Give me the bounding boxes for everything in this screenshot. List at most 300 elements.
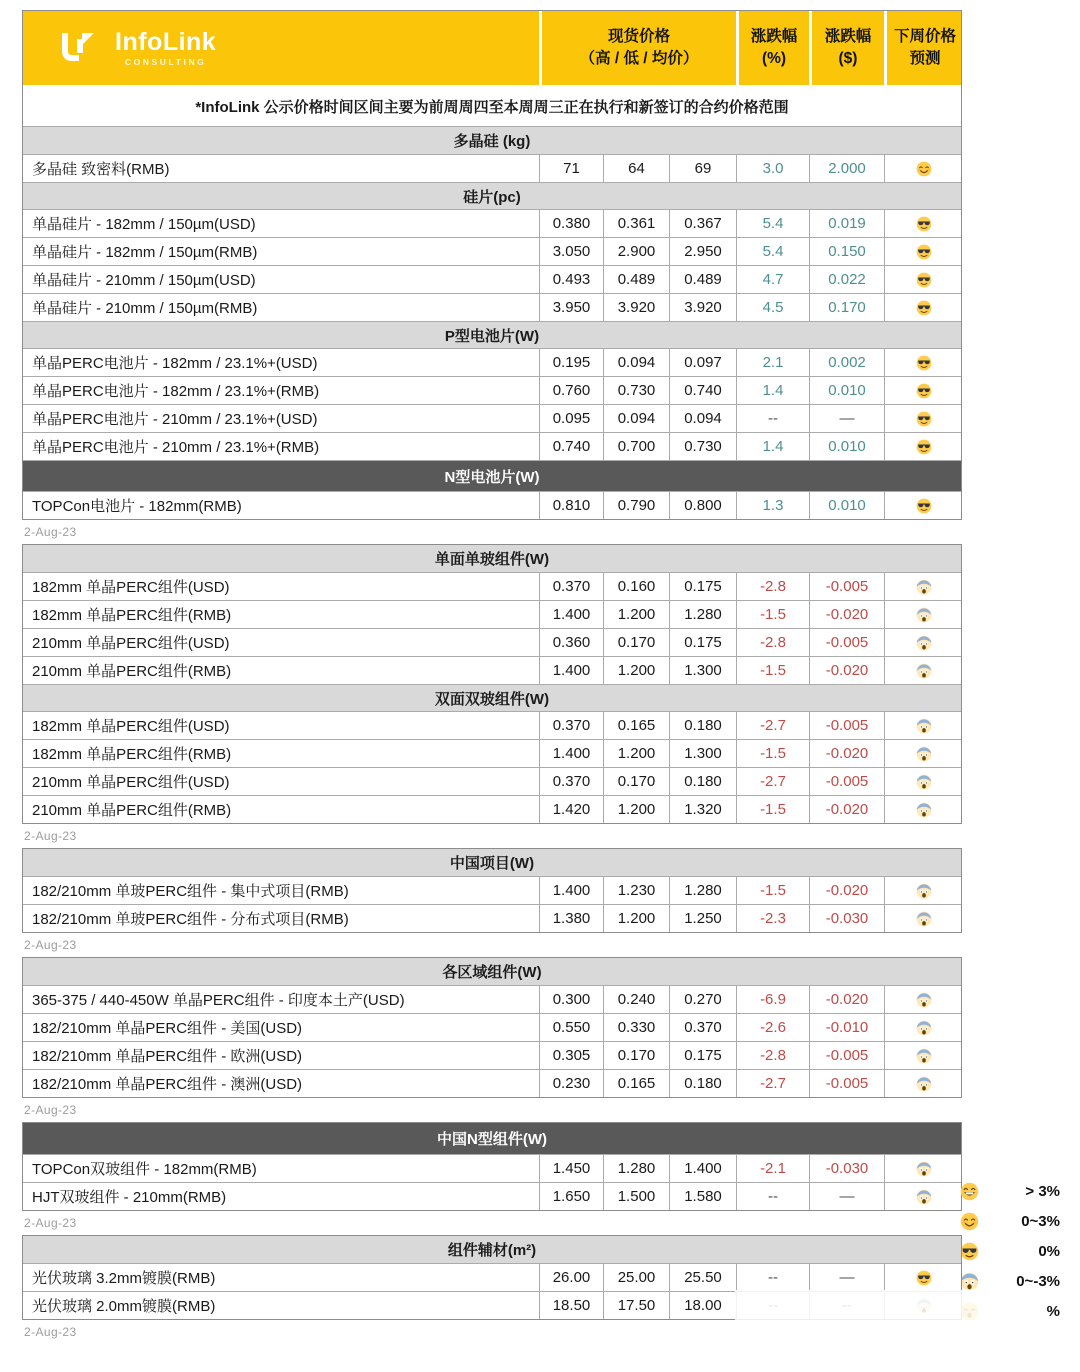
price-avg: 0.175 xyxy=(669,1042,736,1069)
date-label: 2-Aug-23 xyxy=(24,938,77,952)
forecast-cell xyxy=(884,1183,963,1210)
legend-label: % xyxy=(1046,1302,1060,1320)
forecast-cool-icon xyxy=(916,439,932,455)
legend-label: 0% xyxy=(1038,1242,1060,1260)
table-row xyxy=(23,904,961,932)
table-row xyxy=(23,711,961,739)
change-usd: 0.010 xyxy=(809,377,884,404)
change-usd: -0.010 xyxy=(809,1014,884,1041)
forecast-smile-icon xyxy=(916,161,932,177)
price-low: 1.230 xyxy=(603,877,669,904)
product-name: 210mm 单晶PERC组件(USD) xyxy=(32,635,230,652)
price-low: 0.170 xyxy=(603,1042,669,1069)
product-name: 210mm 单晶PERC组件(USD) xyxy=(32,774,230,791)
product-name: 182/210mm 单晶PERC组件 - 欧洲(USD) xyxy=(32,1048,303,1065)
col-header-forecast-line1: 下周价格 xyxy=(893,27,956,45)
price-low: 0.165 xyxy=(603,1070,669,1097)
forecast-cell xyxy=(884,905,963,932)
table-row xyxy=(23,348,961,376)
forecast-cell xyxy=(884,629,963,656)
change-usd: 0.022 xyxy=(809,266,884,293)
price-low: 1.500 xyxy=(603,1183,669,1210)
change-usd: -0.005 xyxy=(809,573,884,600)
price-high: 0.370 xyxy=(539,573,603,600)
table-row xyxy=(23,1013,961,1041)
forecast-scream-icon xyxy=(916,1189,932,1205)
price-low: 1.280 xyxy=(603,1155,669,1182)
col-header-change-pct xyxy=(736,11,809,85)
price-high: 1.400 xyxy=(539,657,603,684)
change-usd: — xyxy=(809,1264,884,1291)
price-avg: 0.800 xyxy=(669,492,736,519)
price-low: 0.165 xyxy=(603,712,669,739)
product-name: 单晶硅片 - 210mm / 150µm(USD) xyxy=(32,272,256,289)
change-usd: -0.005 xyxy=(809,712,884,739)
product-name: TOPCon电池片 - 182mm(RMB) xyxy=(32,498,242,515)
price-table-china-ntype-modules xyxy=(22,1122,962,1211)
change-usd: 0.150 xyxy=(809,238,884,265)
product-name: HJT双玻组件 - 210mm(RMB) xyxy=(32,1189,227,1206)
forecast-cell xyxy=(884,294,963,321)
price-avg: 1.400 xyxy=(669,1155,736,1182)
change-usd: -0.005 xyxy=(809,1070,884,1097)
price-low: 3.920 xyxy=(603,294,669,321)
forecast-scream-icon xyxy=(916,883,932,899)
col-header-spot-price xyxy=(539,11,736,85)
forecast-scream-icon xyxy=(916,718,932,734)
price-avg: 0.180 xyxy=(669,712,736,739)
forecast-scream-icon xyxy=(916,579,932,595)
col-header-change-usd xyxy=(809,11,884,85)
table-row xyxy=(23,404,961,432)
change-usd: 2.000 xyxy=(809,155,884,182)
forecast-cell xyxy=(884,405,963,432)
product-name: 单晶PERC电池片 - 210mm / 23.1%+(RMB) xyxy=(32,439,320,456)
price-low: 2.900 xyxy=(603,238,669,265)
price-avg: 2.950 xyxy=(669,238,736,265)
price-avg: 1.580 xyxy=(669,1183,736,1210)
legend-label: > 3% xyxy=(1025,1182,1060,1200)
forecast-cell xyxy=(884,877,963,904)
table-row xyxy=(23,265,961,293)
price-low: 1.200 xyxy=(603,601,669,628)
forecast-scream-icon xyxy=(916,774,932,790)
product-name: 光伏玻璃 2.0mm镀膜(RMB) xyxy=(32,1298,216,1315)
price-high: 0.760 xyxy=(539,377,603,404)
price-high: 1.400 xyxy=(539,877,603,904)
forecast-cell xyxy=(884,601,963,628)
price-avg: 1.280 xyxy=(669,877,736,904)
price-avg: 0.370 xyxy=(669,1014,736,1041)
table-row xyxy=(23,1154,961,1182)
change-pct: 1.4 xyxy=(736,433,809,460)
forecast-cool-icon xyxy=(916,355,932,371)
change-pct: -2.8 xyxy=(736,1042,809,1069)
change-usd: -0.020 xyxy=(809,796,884,823)
price-high: 3.950 xyxy=(539,294,603,321)
change-usd: 0.170 xyxy=(809,294,884,321)
forecast-scream-icon xyxy=(916,746,932,762)
forecast-cell xyxy=(884,349,963,376)
price-avg: 1.250 xyxy=(669,905,736,932)
price-low: 0.240 xyxy=(603,986,669,1013)
watermark-overlay xyxy=(735,1290,1035,1328)
price-avg: 0.740 xyxy=(669,377,736,404)
price-low: 0.160 xyxy=(603,573,669,600)
price-avg: 18.00 xyxy=(669,1292,736,1319)
forecast-cool-icon xyxy=(916,383,932,399)
forecast-cell xyxy=(884,1070,963,1097)
change-usd: -0.020 xyxy=(809,986,884,1013)
change-pct: -1.5 xyxy=(736,796,809,823)
change-pct: -1.5 xyxy=(736,601,809,628)
col-header-pct-line2: (%) xyxy=(761,50,787,67)
table-row xyxy=(23,572,961,600)
price-avg: 0.180 xyxy=(669,768,736,795)
price-avg: 0.367 xyxy=(669,210,736,237)
price-avg: 0.180 xyxy=(669,1070,736,1097)
price-low: 0.489 xyxy=(603,266,669,293)
date-label: 2-Aug-23 xyxy=(24,1103,77,1117)
price-avg: 0.097 xyxy=(669,349,736,376)
change-usd: -0.030 xyxy=(809,905,884,932)
forecast-scream-icon xyxy=(916,1161,932,1177)
change-pct: 3.0 xyxy=(736,155,809,182)
change-usd: -0.020 xyxy=(809,740,884,767)
col-header-forecast-line2: 预测 xyxy=(909,50,941,67)
table-row xyxy=(23,656,961,684)
change-pct: 1.4 xyxy=(736,377,809,404)
price-low: 0.730 xyxy=(603,377,669,404)
change-pct: 5.4 xyxy=(736,238,809,265)
change-usd: 0.010 xyxy=(809,492,884,519)
product-name: 182/210mm 单晶PERC组件 - 美国(USD) xyxy=(32,1020,303,1037)
table-row xyxy=(23,293,961,321)
change-pct: -- xyxy=(736,405,809,432)
change-usd: -0.030 xyxy=(809,1155,884,1182)
date-label: 2-Aug-23 xyxy=(24,1325,77,1339)
section-header: 单面单玻组件(W) xyxy=(23,545,961,572)
price-high: 3.050 xyxy=(539,238,603,265)
price-avg: 0.175 xyxy=(669,629,736,656)
price-high: 0.305 xyxy=(539,1042,603,1069)
product-name: 182mm 单晶PERC组件(RMB) xyxy=(32,746,232,763)
price-high: 0.230 xyxy=(539,1070,603,1097)
price-high: 0.195 xyxy=(539,349,603,376)
price-high: 1.380 xyxy=(539,905,603,932)
forecast-scream-icon xyxy=(916,663,932,679)
change-pct: -2.7 xyxy=(736,712,809,739)
price-avg: 25.50 xyxy=(669,1264,736,1291)
price-high: 0.740 xyxy=(539,433,603,460)
section-header: 中国项目(W) xyxy=(23,849,961,876)
forecast-cell xyxy=(884,210,963,237)
change-pct: -2.8 xyxy=(736,573,809,600)
product-name: 单晶硅片 - 182mm / 150µm(USD) xyxy=(32,216,256,233)
price-low: 1.200 xyxy=(603,657,669,684)
col-header-spot-line2: （高 / 低 / 均价） xyxy=(579,50,699,67)
change-usd: -0.020 xyxy=(809,657,884,684)
change-usd: 0.010 xyxy=(809,433,884,460)
change-usd: — xyxy=(809,1183,884,1210)
forecast-cell xyxy=(884,155,963,182)
change-pct: -2.7 xyxy=(736,768,809,795)
table-row xyxy=(23,600,961,628)
price-high: 18.50 xyxy=(539,1292,603,1319)
table-row xyxy=(23,985,961,1013)
forecast-cell xyxy=(884,573,963,600)
forecast-scream-icon xyxy=(916,1020,932,1036)
table-row xyxy=(23,876,961,904)
price-avg: 0.175 xyxy=(669,573,736,600)
table-row xyxy=(23,739,961,767)
change-usd: -0.020 xyxy=(809,601,884,628)
brand-name: InfoLink xyxy=(115,27,217,56)
price-table-mono-modules xyxy=(22,544,962,824)
change-pct: -2.7 xyxy=(736,1070,809,1097)
smile-icon xyxy=(960,1212,979,1231)
change-pct: 4.7 xyxy=(736,266,809,293)
date-label: 2-Aug-23 xyxy=(24,1216,77,1230)
price-high: 26.00 xyxy=(539,1264,603,1291)
table-row xyxy=(23,767,961,795)
grin-icon xyxy=(960,1182,979,1201)
price-table-china-projects xyxy=(22,848,962,933)
product-name: 182/210mm 单晶PERC组件 - 澳洲(USD) xyxy=(32,1076,303,1093)
price-low: 0.094 xyxy=(603,405,669,432)
col-header-usd-line1: 涨跌幅 xyxy=(824,27,872,45)
price-avg: 0.730 xyxy=(669,433,736,460)
change-pct: -1.5 xyxy=(736,657,809,684)
price-high: 1.420 xyxy=(539,796,603,823)
price-low: 17.50 xyxy=(603,1292,669,1319)
change-pct: -2.8 xyxy=(736,629,809,656)
forecast-cell xyxy=(884,712,963,739)
change-usd: -0.005 xyxy=(809,629,884,656)
section-header: 组件辅材(m²) xyxy=(23,1236,961,1263)
price-avg: 0.489 xyxy=(669,266,736,293)
product-name: 单晶硅片 - 182mm / 150µm(RMB) xyxy=(32,244,258,261)
price-high: 0.380 xyxy=(539,210,603,237)
section-header: 多晶硅 (kg) xyxy=(23,127,961,154)
product-name: 182/210mm 单玻PERC组件 - 分布式项目(RMB) xyxy=(32,911,349,928)
table-row xyxy=(23,154,961,182)
forecast-cell xyxy=(884,1014,963,1041)
legend-item xyxy=(960,1176,1060,1206)
price-avg: 1.300 xyxy=(669,740,736,767)
col-header-usd-line2: ($) xyxy=(838,50,858,67)
date-label: 2-Aug-23 xyxy=(24,525,77,539)
price-low: 1.200 xyxy=(603,905,669,932)
forecast-cool-icon xyxy=(916,244,932,260)
price-low: 0.170 xyxy=(603,768,669,795)
forecast-cell xyxy=(884,433,963,460)
forecast-cell xyxy=(884,986,963,1013)
price-avg: 0.270 xyxy=(669,986,736,1013)
price-high: 0.095 xyxy=(539,405,603,432)
price-low: 0.790 xyxy=(603,492,669,519)
change-pct: -2.3 xyxy=(736,905,809,932)
forecast-cell xyxy=(884,1264,963,1291)
price-low: 0.361 xyxy=(603,210,669,237)
product-name: 单晶PERC电池片 - 182mm / 23.1%+(RMB) xyxy=(32,383,320,400)
price-high: 1.650 xyxy=(539,1183,603,1210)
forecast-scream-icon xyxy=(916,911,932,927)
table-header xyxy=(23,11,961,87)
product-name: 182mm 单晶PERC组件(USD) xyxy=(32,579,230,596)
table-row xyxy=(23,376,961,404)
price-avg: 1.280 xyxy=(669,601,736,628)
forecast-scream-icon xyxy=(916,607,932,623)
product-name: 182mm 单晶PERC组件(USD) xyxy=(32,718,230,735)
price-high: 0.370 xyxy=(539,768,603,795)
change-usd: — xyxy=(809,405,884,432)
price-low: 1.200 xyxy=(603,796,669,823)
price-low: 0.700 xyxy=(603,433,669,460)
table-row xyxy=(23,1041,961,1069)
table-row xyxy=(23,1069,961,1097)
infolink-logo xyxy=(23,11,539,85)
forecast-cell xyxy=(884,740,963,767)
section-header: P型电池片(W) xyxy=(23,321,961,348)
product-name: TOPCon双玻组件 - 182mm(RMB) xyxy=(32,1161,257,1178)
table-row xyxy=(23,1182,961,1210)
product-name: 光伏玻璃 3.2mm镀膜(RMB) xyxy=(32,1270,216,1287)
price-report xyxy=(22,10,1060,1344)
price-low: 64 xyxy=(603,155,669,182)
product-name: 多晶硅 致密料(RMB) xyxy=(32,161,170,178)
change-usd: 0.002 xyxy=(809,349,884,376)
change-usd: -0.020 xyxy=(809,877,884,904)
forecast-cell xyxy=(884,796,963,823)
cool-icon xyxy=(960,1242,979,1261)
change-pct: 2.1 xyxy=(736,349,809,376)
change-pct: 1.3 xyxy=(736,492,809,519)
change-usd: -0.005 xyxy=(809,768,884,795)
infolink-logo-icon xyxy=(57,30,103,66)
price-low: 0.094 xyxy=(603,349,669,376)
change-pct: -2.1 xyxy=(736,1155,809,1182)
change-pct: -- xyxy=(736,1183,809,1210)
product-name: 单晶PERC电池片 - 182mm / 23.1%+(USD) xyxy=(32,355,318,372)
section-header: 中国N型组件(W) xyxy=(23,1123,961,1154)
table-row xyxy=(23,237,961,265)
section-header: N型电池片(W) xyxy=(23,460,961,491)
table-row xyxy=(23,628,961,656)
price-high: 1.450 xyxy=(539,1155,603,1182)
forecast-cell xyxy=(884,1042,963,1069)
forecast-scream-icon xyxy=(916,802,932,818)
forecast-scream-icon xyxy=(916,635,932,651)
table-row xyxy=(23,209,961,237)
product-name: 210mm 单晶PERC组件(RMB) xyxy=(32,802,232,819)
change-pct: 5.4 xyxy=(736,210,809,237)
forecast-cool-icon xyxy=(916,272,932,288)
forecast-cell xyxy=(884,238,963,265)
product-name: 182/210mm 单玻PERC组件 - 集中式项目(RMB) xyxy=(32,883,349,900)
change-usd: -0.005 xyxy=(809,1042,884,1069)
price-low: 25.00 xyxy=(603,1264,669,1291)
price-high: 0.360 xyxy=(539,629,603,656)
section-header: 各区域组件(W) xyxy=(23,958,961,985)
table-row xyxy=(23,432,961,460)
col-header-pct-line1: 涨跌幅 xyxy=(750,27,798,45)
price-high: 0.550 xyxy=(539,1014,603,1041)
price-period-note: *InfoLink 公示价格时间区间主要为前周周四至本周周三正在执行和新签订的合约价格范围 xyxy=(23,87,961,127)
forecast-scream-icon xyxy=(916,1076,932,1092)
price-high: 1.400 xyxy=(539,601,603,628)
price-high: 0.370 xyxy=(539,712,603,739)
product-name: 182mm 单晶PERC组件(RMB) xyxy=(32,607,232,624)
legend-label: 0~-3% xyxy=(1016,1272,1060,1290)
price-high: 0.493 xyxy=(539,266,603,293)
price-avg: 69 xyxy=(669,155,736,182)
brand-subtitle: CONSULTING xyxy=(124,56,207,67)
price-table-main xyxy=(22,10,962,520)
price-high: 0.810 xyxy=(539,492,603,519)
change-pct: -6.9 xyxy=(736,986,809,1013)
change-pct: 4.5 xyxy=(736,294,809,321)
forecast-cell xyxy=(884,768,963,795)
table-row xyxy=(23,491,961,519)
forecast-cool-icon xyxy=(916,300,932,316)
change-pct: -1.5 xyxy=(736,740,809,767)
legend-label: 0~3% xyxy=(1021,1212,1060,1230)
price-high: 0.300 xyxy=(539,986,603,1013)
table-row xyxy=(23,1263,961,1291)
product-name: 365-375 / 440-450W 单晶PERC组件 - 印度本土产(USD) xyxy=(32,992,405,1009)
section-header: 硅片(pc) xyxy=(23,182,961,209)
forecast-cool-icon xyxy=(916,1270,932,1286)
change-pct: -1.5 xyxy=(736,877,809,904)
change-pct: -- xyxy=(736,1264,809,1291)
price-high: 71 xyxy=(539,155,603,182)
change-usd: 0.019 xyxy=(809,210,884,237)
date-label: 2-Aug-23 xyxy=(24,829,77,843)
forecast-cool-icon xyxy=(916,498,932,514)
price-avg: 1.300 xyxy=(669,657,736,684)
price-avg: 0.094 xyxy=(669,405,736,432)
forecast-cell xyxy=(884,657,963,684)
change-pct: -2.6 xyxy=(736,1014,809,1041)
section-header: 双面双玻组件(W) xyxy=(23,684,961,711)
price-low: 0.330 xyxy=(603,1014,669,1041)
forecast-scream-icon xyxy=(916,992,932,1008)
price-high: 1.400 xyxy=(539,740,603,767)
forecast-cell xyxy=(884,377,963,404)
price-table-regional-modules xyxy=(22,957,962,1098)
price-avg: 3.920 xyxy=(669,294,736,321)
product-name: 单晶PERC电池片 - 210mm / 23.1%+(USD) xyxy=(32,411,318,428)
price-low: 0.170 xyxy=(603,629,669,656)
col-header-forecast xyxy=(884,11,963,85)
legend-item xyxy=(960,1236,1060,1266)
forecast-cell xyxy=(884,1155,963,1182)
forecast-cell xyxy=(884,266,963,293)
forecast-cool-icon xyxy=(916,411,932,427)
price-low: 1.200 xyxy=(603,740,669,767)
col-header-spot-line1: 现货价格 xyxy=(607,27,670,45)
product-name: 单晶硅片 - 210mm / 150µm(RMB) xyxy=(32,300,258,317)
legend-item xyxy=(960,1206,1060,1236)
price-avg: 1.320 xyxy=(669,796,736,823)
forecast-scream-icon xyxy=(916,1048,932,1064)
forecast-cell xyxy=(884,492,963,519)
table-row xyxy=(23,795,961,823)
forecast-cool-icon xyxy=(916,216,932,232)
product-name: 210mm 单晶PERC组件(RMB) xyxy=(32,663,232,680)
logo-text xyxy=(115,27,217,67)
